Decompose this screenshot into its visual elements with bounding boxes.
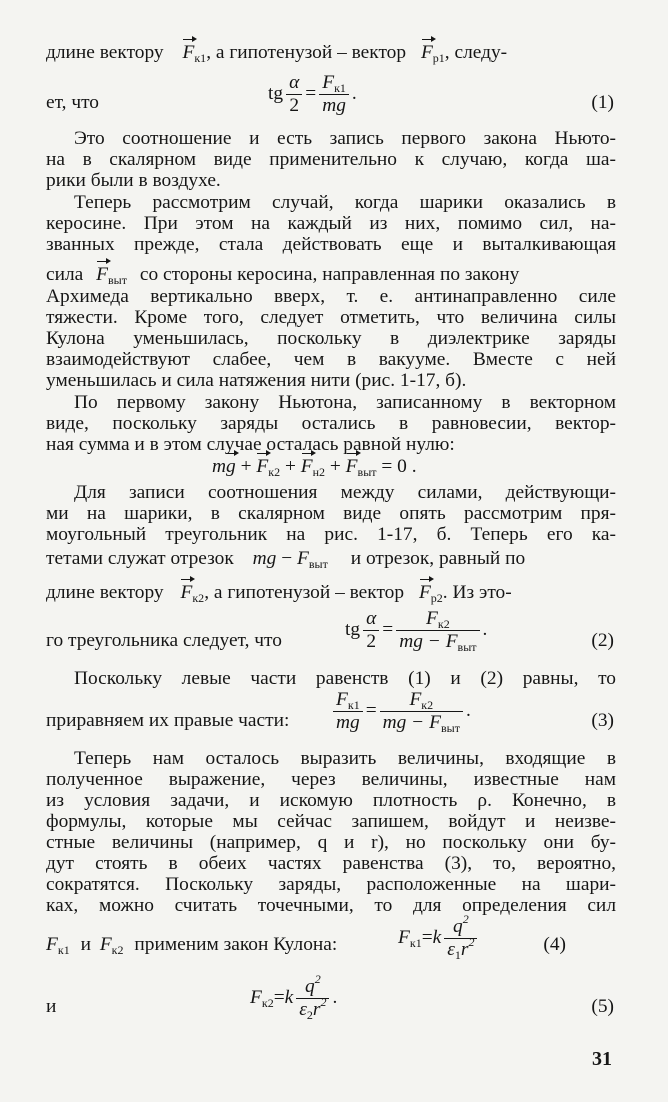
equation-number: (1) [591,92,614,113]
text-line: сила $F_{выт}$ со стороны керосина, направленная по закону [46,264,520,287]
text: го треугольника следует, что [46,630,282,651]
text-line: ми на шарики, в скалярном виде опять рассмотрим пря- [46,503,616,524]
equation-number: (4) [543,934,566,955]
equation-5: $F_{к2}=k$ $\frac{q^2}{\varepsilon_2r^2}$ . [250,972,338,1022]
text-line: виде, поскольку заряды остались в равновесии, вектор- [46,413,616,434]
text-line: из условия задачи, и искомую плотность ρ. Конечно, в [46,790,616,811]
text: тетами служат отрезок [46,548,234,569]
text-line: Теперь рассмотрим случай, когда шарики оказались в [74,192,616,213]
vector-equation: mg + $F_{к2} + F_{н2} + F_{выт} = 0$ . [212,456,417,479]
equation-2: tg $\frac{\alpha}{2}$ = $\frac{F_{к2}}{mg - F_{выт}}$ . [345,608,488,654]
text: и отрезок, равный по [350,548,526,569]
text-line: керосине. При этом на каждый из них, помимо сил, на- [46,213,616,234]
page-number: 31 [592,1048,612,1070]
text-line: Для записи соотношения между силами, действующи- [74,482,616,503]
text: приравняем их правые части: [46,710,290,731]
text-line: моугольный треугольник на рис. 1-17, б. Теперь его ка- [46,524,616,545]
text: длине вектору [46,582,164,603]
text-line: полученное выражение, через величины, известные нам [46,769,616,790]
text-line: дут стоять в обеих частях равенства (3), то, вероятно, [46,853,616,874]
text-line: Теперь нам осталось выразить величины, входящие в [74,748,616,769]
text-line: ках, можно считать точечными, то для определения сил [46,895,616,916]
text-line: длине вектору $F_{к1}$, а гипотенузой – вектор $F_{р1}$, следу- [46,42,508,65]
text-line: рики были в воздухе. [46,170,221,191]
equation-3: $\frac{F_{к1}}{mg}$ = $\frac{F_{к2}}{mg - F_{выт}}$ . [330,689,471,734]
text: сила [46,264,84,285]
text-line: тяжести. Кроме того, следует отметить, что величина силы [46,307,616,328]
text-line: По первому закону Ньютона, записанному в векторном [74,392,616,413]
equation-number: (5) [591,996,614,1017]
text-line: $F_{к1}$ и $F_{к2}$ применим закон Кулона: [46,934,338,957]
text: , а гипотенузой – вектор [206,42,407,63]
text-line: Архимеда вертикально вверх, т. е. антинаправленно силе [46,286,616,307]
equation-1: tg $\frac{\alpha}{2}$ = $\frac{F_{к1}}{mg}$ . [268,72,357,116]
equation-number: (3) [591,710,614,731]
text: со стороны керосина, направленная по закону [139,264,520,285]
text-line: длине вектору $F_{к2}$, а гипотенузой – вектор $F_{р2}$. Из это- [46,582,512,605]
text: , а гипотенузой – вектор [204,582,405,603]
text: длине вектору [46,42,164,63]
text-line: тетами служат отрезок mg − $F_{выт}$ и отрезок, равный по [46,548,526,571]
equation-number: (2) [591,630,614,651]
text: и [80,934,91,955]
text-line: Кулона уменьшилась, поскольку в диэлектрике заряды [46,328,616,349]
text-line: уменьшилась и сила натяжения нити (рис. 1-17, б). [46,370,467,391]
text-line [46,630,616,652]
text-line: стные величины (например, q и r), но поскольку они бу- [46,832,616,853]
text-line: Это соотношение и есть запись первого закона Ньюто- [74,128,616,149]
text: , следу- [444,42,508,63]
equation-4: $F_{к1}=k$ $\frac{q^2}{\varepsilon_1r^2}$ [398,916,480,961]
text: и [46,996,57,1017]
text-line: формулы, которые мы сейчас запишем, войдут и неизве- [46,811,616,832]
text-line: званных прежде, стала действовать еще и выталкивающая [46,234,616,255]
text: ет, что [46,92,99,113]
text: . Из это- [442,582,512,603]
text-line: сократятся. Поскольку заряды, расположенные на шари- [46,874,616,895]
text: применим закон Кулона: [134,934,338,955]
text-line: ная сумма и в этом случае осталась равной нулю: [46,434,455,455]
text-line: на в скалярном виде применительно к случаю, когда ша- [46,149,616,170]
text-line: Поскольку левые части равенств (1) и (2) равны, то [74,668,616,689]
text-line: взаимодействуют слабее, чем в вакууме. Вместе с ней [46,349,616,370]
